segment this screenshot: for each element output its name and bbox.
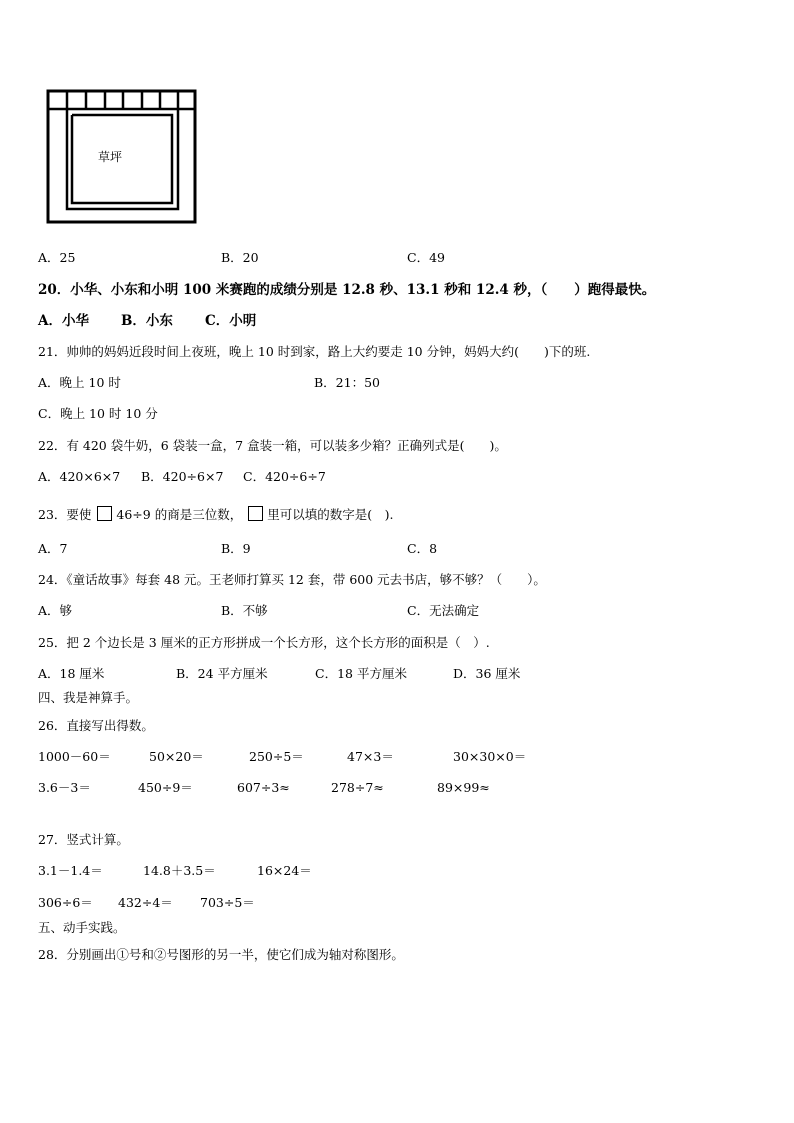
q19-option-c: C．49 bbox=[407, 250, 445, 265]
q21-option-a: A．晚上 10 时 bbox=[38, 375, 121, 390]
q23-text bbox=[38, 506, 393, 523]
q23-option-b: B．9 bbox=[221, 541, 251, 556]
q27-row2-item: 703÷5＝ bbox=[200, 895, 255, 910]
q26-row2-item: 607÷3≈ bbox=[237, 780, 290, 795]
q26-row1-item: 1000－60＝ bbox=[38, 749, 111, 764]
q27-row1-item: 14.8＋3.5＝ bbox=[143, 863, 216, 878]
q26-row2-item: 450÷9＝ bbox=[138, 780, 193, 795]
q27-row1-item: 16×24＝ bbox=[257, 863, 312, 878]
q21-text: 21．帅帅的妈妈近段时间上夜班，晚上 10 时到家，路上大约要走 10 分钟，妈妈大约( )下的班. bbox=[38, 344, 591, 359]
q21-option-b: B．21：50 bbox=[314, 375, 380, 390]
q27-row1-item: 3.1－1.4＝ bbox=[38, 863, 103, 878]
q23-option-a: A．7 bbox=[38, 541, 68, 556]
q23-option-c: C．8 bbox=[407, 541, 438, 556]
q23-prefix: 23．要使 bbox=[38, 507, 92, 522]
q24-option-a: A．够 bbox=[38, 603, 73, 618]
q26-row1-item: 30×30×0＝ bbox=[453, 749, 527, 764]
q20-option-a: A．小华 bbox=[38, 313, 89, 329]
q20-option-b: B．小东 bbox=[121, 313, 173, 329]
section-5-heading: 五、动手实践。 bbox=[38, 920, 126, 935]
q25-option-b: B．24 平方厘米 bbox=[176, 666, 268, 681]
q26-text: 26．直接写出得数。 bbox=[38, 718, 154, 733]
q27-row2-item: 432÷4＝ bbox=[118, 895, 173, 910]
q24-option-c: C．无法确定 bbox=[407, 603, 480, 618]
q25-option-a: A．18 厘米 bbox=[38, 666, 105, 681]
q22-option-c: C．420÷6÷7 bbox=[243, 469, 326, 484]
q28-text: 28．分别画出①号和②号图形的另一半，使它们成为轴对称图形。 bbox=[38, 947, 404, 962]
q22-text: 22．有 420 袋牛奶，6 袋装一盒，7 盒装一箱，可以装多少箱？正确列式是( )。 bbox=[38, 438, 507, 453]
q27-text: 27．竖式计算。 bbox=[38, 832, 129, 847]
q26-row1-item: 250÷5＝ bbox=[249, 749, 304, 764]
q24-option-b: B．不够 bbox=[221, 603, 268, 618]
q19-option-b: B．20 bbox=[221, 250, 259, 265]
q23-middle: 46÷9 的商是三位数， bbox=[116, 507, 243, 522]
q21-option-c: C．晚上 10 时 10 分 bbox=[38, 406, 158, 421]
q26-row1-item: 47×3＝ bbox=[347, 749, 394, 764]
q19-option-a: A．25 bbox=[38, 250, 76, 265]
q26-row2-item: 278÷7≈ bbox=[331, 780, 384, 795]
q25-text: 25．把 2 个边长是 3 厘米的正方形拼成一个长方形，这个长方形的面积是（ ）. bbox=[38, 635, 490, 650]
q25-option-c: C．18 平方厘米 bbox=[315, 666, 407, 681]
q27-row2-item: 306÷6＝ bbox=[38, 895, 93, 910]
q23-suffix: 里可以填的数字是( ). bbox=[267, 507, 394, 522]
q23-blank-box-2 bbox=[248, 506, 263, 521]
q26-row1-item: 50×20＝ bbox=[149, 749, 204, 764]
q23-blank-box bbox=[97, 506, 112, 521]
q26-row2-item: 89×99≈ bbox=[437, 780, 490, 795]
q24-text: 24．《童话故事》每套 48 元。王老师打算买 12 套，带 600 元去书店，够不够？（ ）。 bbox=[38, 572, 546, 587]
q20-option-c: C．小明 bbox=[205, 313, 257, 329]
q22-option-b: B．420÷6×7 bbox=[141, 469, 224, 484]
section-4-heading: 四、我是神算手。 bbox=[38, 690, 139, 705]
lawn-label: 草坪 bbox=[98, 150, 123, 164]
q20-text: 20．小华、小东和小明 100 米赛跑的成绩分别是 12.8 秒、13.1 秒和 12.4 秒，（ ）跑得最快。 bbox=[38, 282, 656, 298]
q22-option-a: A．420×6×7 bbox=[38, 469, 121, 484]
q26-row2-item: 3.6－3＝ bbox=[38, 780, 91, 795]
q25-option-d: D．36 厘米 bbox=[453, 666, 521, 681]
